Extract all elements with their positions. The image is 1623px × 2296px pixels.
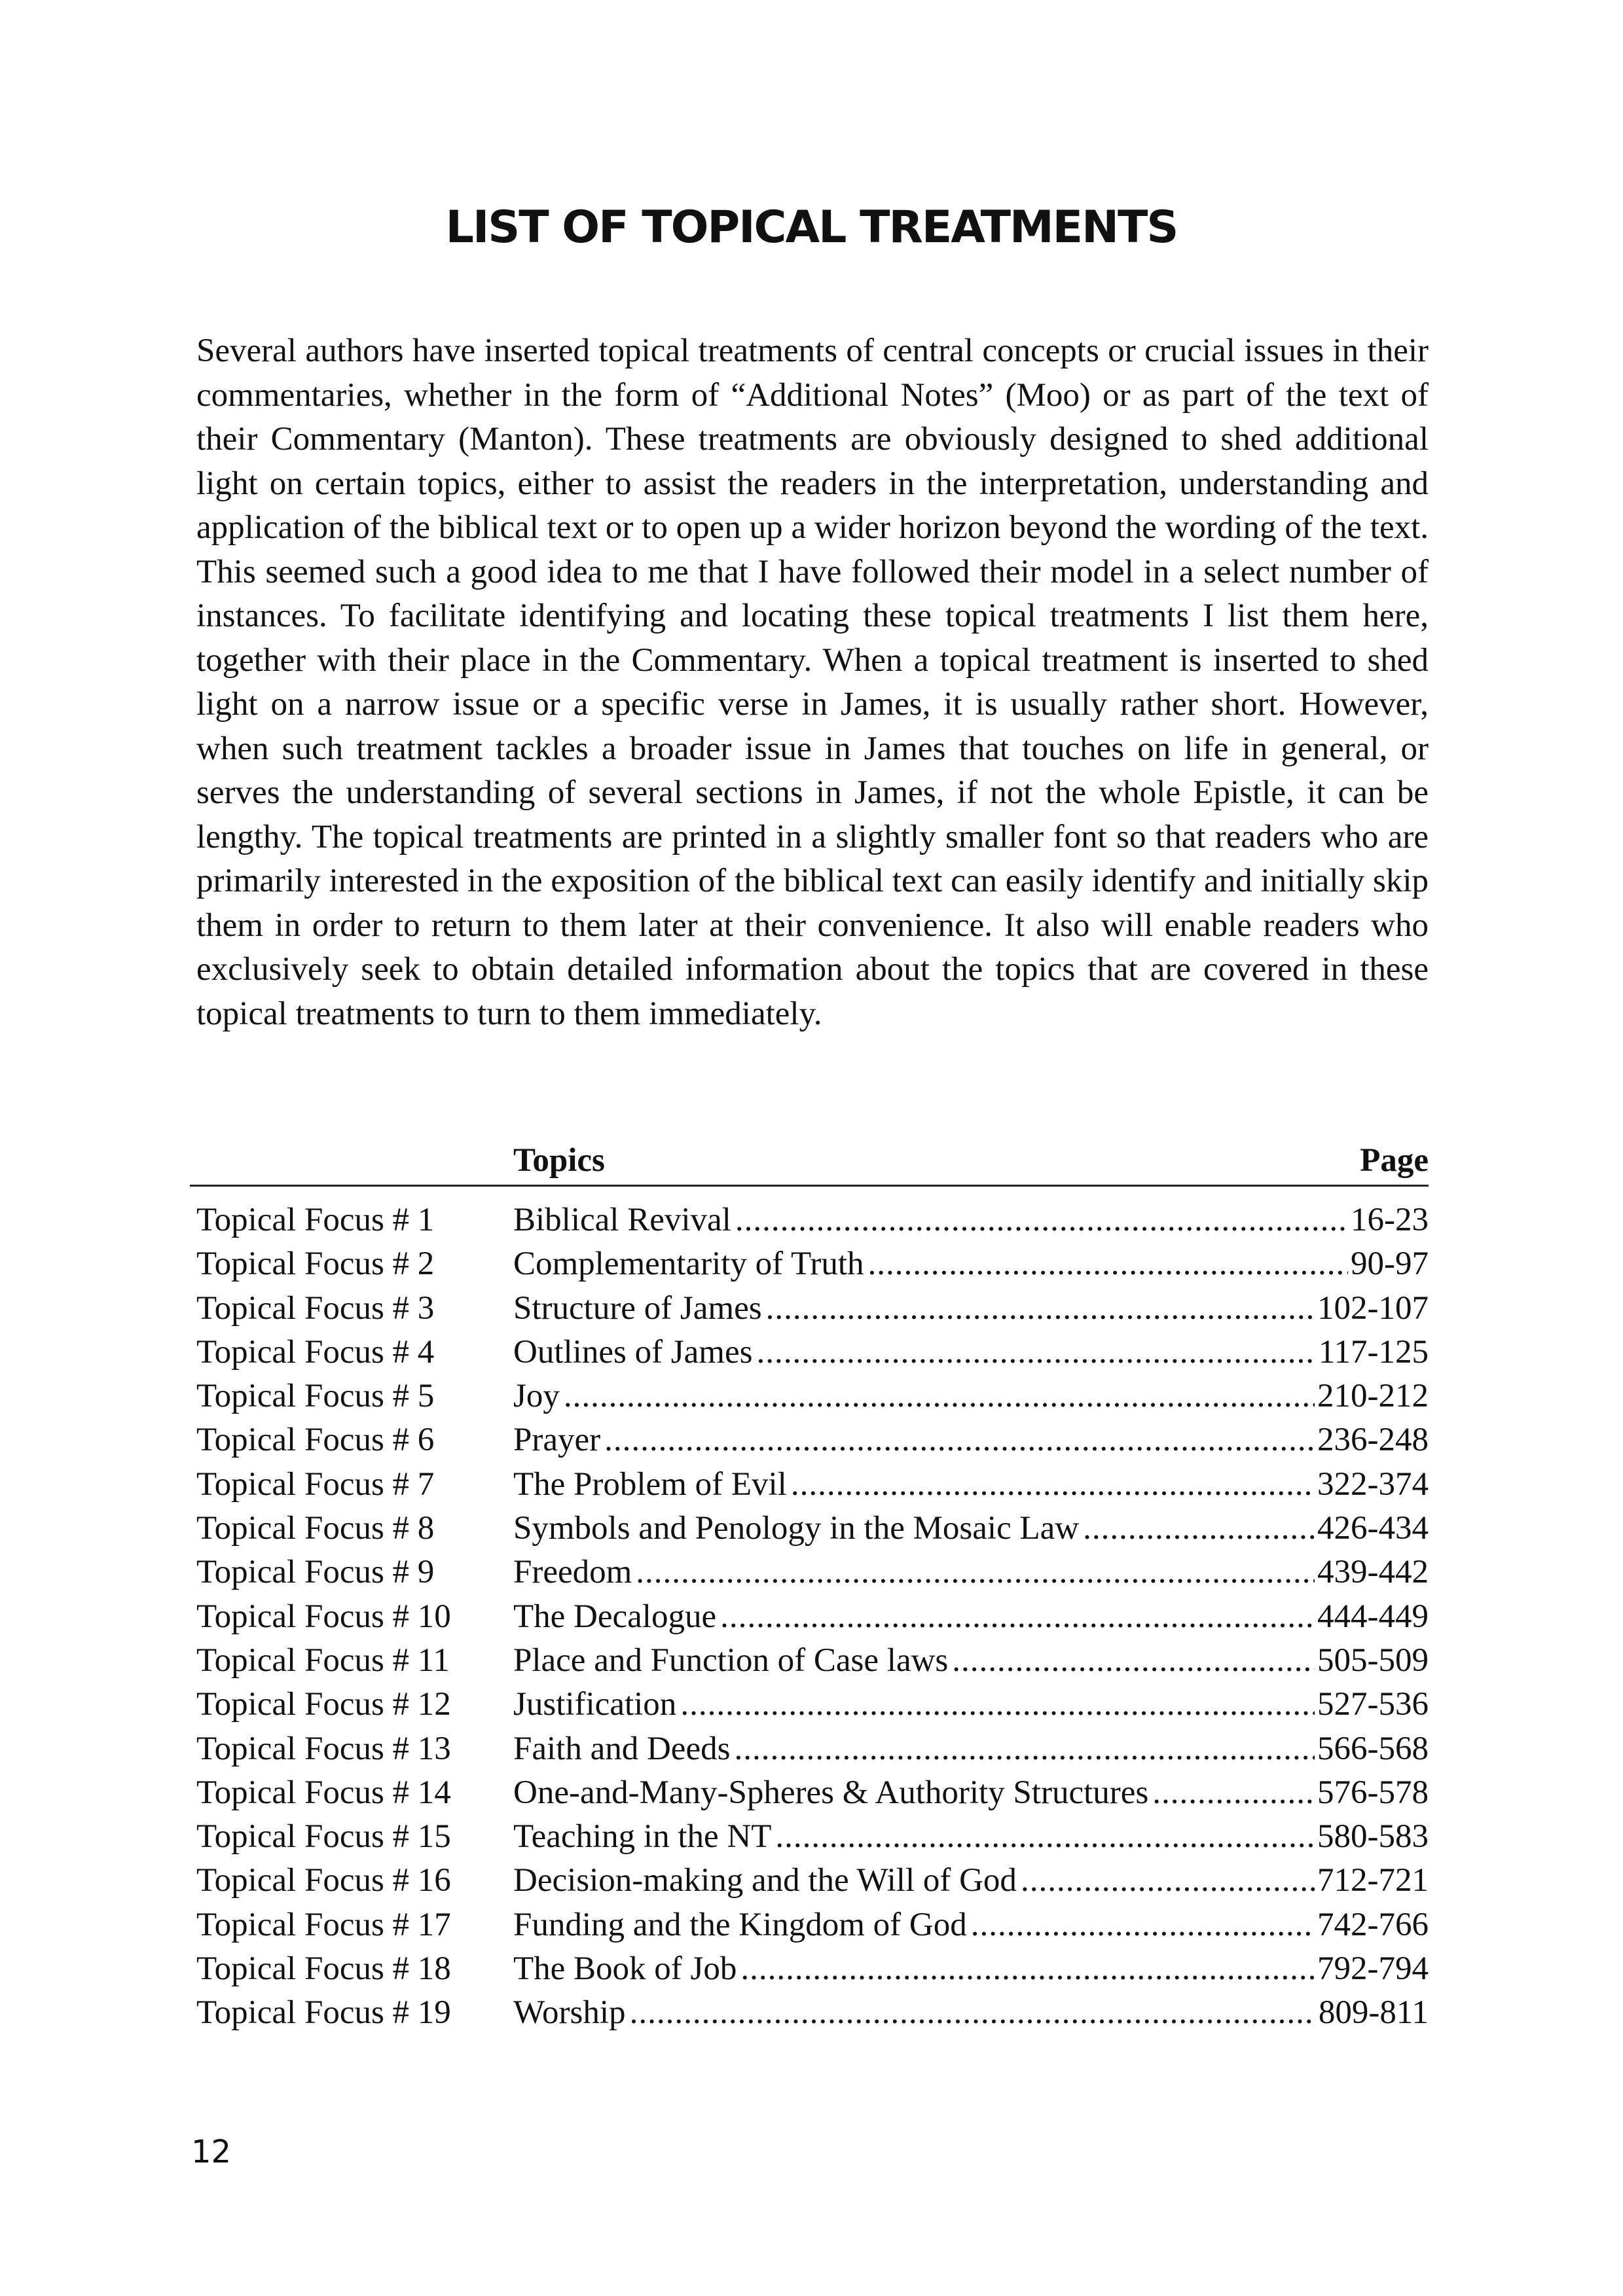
topic-title: Place and Function of Case laws: [513, 1641, 949, 1679]
topical-focus-label: Topical Focus # 17: [196, 1906, 451, 1943]
topical-focus-label: Topical Focus # 16: [196, 1862, 451, 1899]
table-header: [190, 1139, 1429, 1187]
topical-focus-label: Topical Focus # 19: [196, 1994, 451, 2032]
table-row: [190, 1463, 1429, 1507]
table-row: [190, 1507, 1429, 1551]
page-column-header: Page: [1360, 1142, 1429, 1179]
topic-title: The Problem of Evil: [513, 1465, 787, 1503]
dot-leader: [630, 1991, 1316, 2035]
dot-leader: [971, 1903, 1315, 1947]
dot-leader: [734, 1727, 1315, 1771]
table-row: [190, 1287, 1429, 1331]
topical-focus-label: Topical Focus # 2: [196, 1246, 435, 1283]
page-range: 439-442: [1317, 1554, 1429, 1591]
page-range: 210-212: [1317, 1378, 1429, 1415]
topic-title: The Decalogue: [513, 1598, 717, 1635]
table-row: [190, 1418, 1429, 1462]
table-row: [190, 1991, 1429, 2035]
topic-entry: [513, 1683, 1429, 1727]
topic-title: Joy: [513, 1378, 560, 1415]
topic-title: Prayer: [513, 1422, 601, 1459]
dot-leader: [680, 1683, 1315, 1727]
topic-entry: [513, 1947, 1429, 1991]
page-title: LIST OF TOPICAL TREATMENTS: [445, 201, 1178, 253]
topics-column-header: Topics: [513, 1142, 605, 1179]
table-row: [190, 1859, 1429, 1903]
topical-focus-label: Topical Focus # 11: [196, 1641, 450, 1679]
table-row: [190, 1771, 1429, 1815]
topical-focus-label: Topical Focus # 12: [196, 1686, 451, 1723]
dot-leader: [720, 1595, 1315, 1639]
dot-leader: [740, 1947, 1315, 1991]
table-row: [190, 1198, 1429, 1242]
topic-title: Teaching in the NT: [513, 1818, 772, 1856]
page-range: 576-578: [1317, 1774, 1429, 1811]
topic-entry: [513, 1903, 1429, 1947]
topic-title: Decision-making and the Will of God: [513, 1862, 1017, 1899]
table-body: [190, 1198, 1429, 2036]
topic-title: Faith and Deeds: [513, 1730, 731, 1767]
topical-focus-label: Topical Focus # 7: [196, 1465, 435, 1503]
page-range: 90-97: [1351, 1246, 1429, 1283]
intro-paragraph: Several authors have inserted topical treatments of central concepts or crucial issues in their commentaries, whether in the form of “Additional Notes” (Moo) or as part of the text of their Commentary (Manton). These treatments are obviously designed to shed additional light on certain topics, either to assist the readers in the interpretation, understanding and application of the biblical text or to open up a wider horizon beyond the wording of the text. This seemed such a good idea to me that I have followed their model in a select number of instances. To facilitate identifying and locating these topical treatments I list them here, together with their place in the Commentary. When a topical treatment is inserted to shed light on a narrow issue or a specific verse in James, it is usually rather short. However, when such treatment tackles a broader issue in James that touches on life in general, or serves the understanding of several sections in James, if not the whole Epistle, it can be lengthy. The topical treatments are printed in a slightly smaller font so that readers who are primarily interested in the exposition of the biblical text can easily identify and initially skip them in order to return to them later at their convenience. It also will enable readers who exclusively seek to obtain detailed information about the topics that are covered in these topical treatments to turn to them immediately.: [196, 332, 1429, 1032]
topic-entry: [513, 1727, 1429, 1771]
page-range: 117-125: [1318, 1333, 1429, 1371]
table-row: [190, 1903, 1429, 1947]
topical-focus-label: Topical Focus # 8: [196, 1510, 435, 1547]
page-range: 322-374: [1317, 1465, 1429, 1503]
topic-title: Worship: [513, 1994, 626, 2032]
topic-title: One-and-Many-Spheres & Authority Structures: [513, 1774, 1149, 1811]
dot-leader: [1021, 1859, 1315, 1903]
topic-title: Biblical Revival: [513, 1202, 731, 1238]
dot-leader: [868, 1242, 1349, 1286]
page-range: 580-583: [1317, 1818, 1429, 1856]
topic-entry: [513, 1507, 1429, 1551]
topic-entry: [513, 1374, 1429, 1418]
topical-focus-label: Topical Focus # 15: [196, 1818, 451, 1856]
topical-focus-label: Topical Focus # 18: [196, 1950, 451, 1988]
dot-leader: [952, 1639, 1315, 1683]
topic-title: Structure of James: [513, 1289, 762, 1327]
topic-entry: [513, 1771, 1429, 1815]
topic-entry: [513, 1551, 1429, 1594]
page-range: 444-449: [1317, 1598, 1429, 1635]
topic-title: Funding and the Kingdom of God: [513, 1906, 967, 1943]
dot-leader: [791, 1463, 1315, 1507]
table-row: [190, 1947, 1429, 1991]
dot-leader: [766, 1287, 1315, 1331]
dot-leader: [775, 1815, 1315, 1859]
topic-entry: [513, 1242, 1429, 1286]
table-row: [190, 1374, 1429, 1418]
page-range: 712-721: [1317, 1862, 1429, 1899]
table-row: [190, 1242, 1429, 1286]
topical-focus-label: Topical Focus # 10: [196, 1598, 451, 1635]
page-range: 809-811: [1318, 1994, 1429, 2032]
topic-entry: [513, 1418, 1429, 1462]
topic-entry: [513, 1287, 1429, 1331]
topic-entry: [513, 1331, 1429, 1374]
topic-entry: [513, 1639, 1429, 1683]
table-row: [190, 1595, 1429, 1639]
page-range: 236-248: [1317, 1422, 1429, 1459]
table-row: [190, 1683, 1429, 1727]
topical-focus-label: Topical Focus # 1: [196, 1202, 435, 1238]
topic-entry: [513, 1991, 1429, 2035]
topic-title: Justification: [513, 1686, 677, 1723]
page-range: 566-568: [1317, 1730, 1429, 1767]
table-row: [190, 1727, 1429, 1771]
topic-entry: [513, 1198, 1429, 1242]
dot-leader: [604, 1418, 1315, 1462]
topic-entry: [513, 1595, 1429, 1639]
topical-focus-label: Topical Focus # 9: [196, 1554, 435, 1591]
topic-entry: [513, 1859, 1429, 1903]
page-range: 102-107: [1317, 1289, 1429, 1327]
topic-entry: [513, 1463, 1429, 1507]
dot-leader: [735, 1198, 1348, 1242]
topic-title: Complementarity of Truth: [513, 1246, 864, 1283]
table-row: [190, 1639, 1429, 1683]
page-range: 505-509: [1317, 1641, 1429, 1679]
topical-focus-label: Topical Focus # 3: [196, 1289, 435, 1327]
page-range: 742-766: [1317, 1906, 1429, 1943]
topical-focus-label: Topical Focus # 14: [196, 1774, 451, 1811]
page-range: 16-23: [1351, 1202, 1429, 1238]
topic-title: The Book of Job: [513, 1950, 737, 1988]
topical-treatments-table: [190, 1139, 1429, 2036]
topic-entry: [513, 1815, 1429, 1859]
table-row: [190, 1551, 1429, 1594]
dot-leader: [1152, 1771, 1315, 1815]
dot-leader: [564, 1374, 1315, 1418]
topical-focus-label: Topical Focus # 5: [196, 1378, 435, 1415]
table-row: [190, 1331, 1429, 1374]
dot-leader: [636, 1551, 1315, 1594]
topical-focus-label: Topical Focus # 13: [196, 1730, 451, 1767]
topic-title: Symbols and Penology in the Mosaic Law: [513, 1510, 1080, 1547]
page-range: 426-434: [1317, 1510, 1429, 1547]
topic-title: Freedom: [513, 1554, 632, 1591]
table-row: [190, 1815, 1429, 1859]
page-number: 12: [191, 2134, 232, 2170]
page-range: 527-536: [1317, 1686, 1429, 1723]
topic-title: Outlines of James: [513, 1333, 753, 1371]
topical-focus-label: Topical Focus # 4: [196, 1333, 435, 1371]
dot-leader: [1083, 1507, 1315, 1551]
dot-leader: [756, 1331, 1315, 1374]
topical-focus-label: Topical Focus # 6: [196, 1422, 435, 1459]
page-range: 792-794: [1317, 1950, 1429, 1988]
